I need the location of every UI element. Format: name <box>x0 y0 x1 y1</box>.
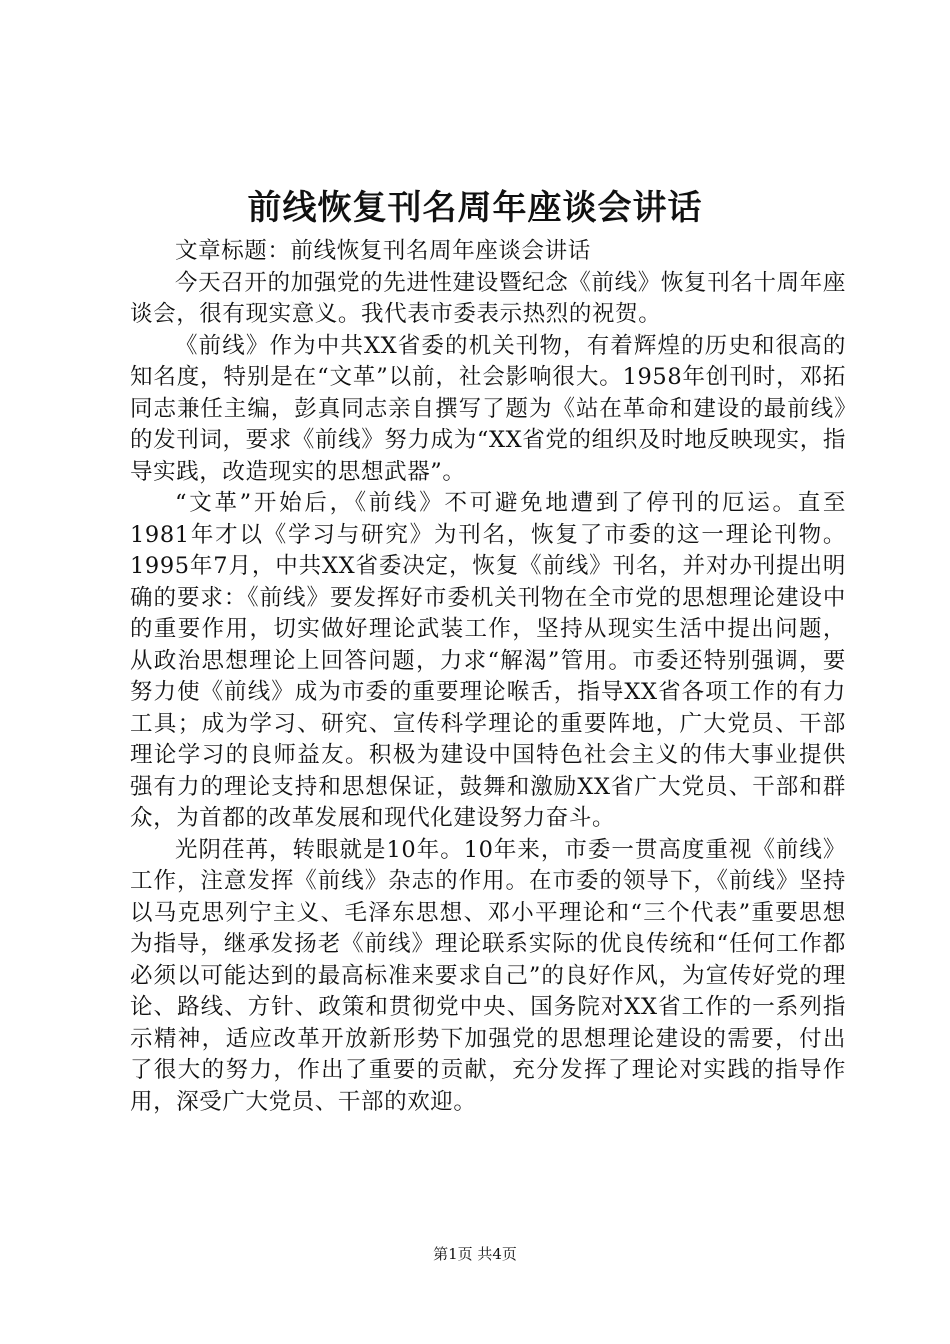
document-title: 前线恢复刊名周年座谈会讲话 <box>247 188 703 228</box>
paragraph: 《前线》作为中共XX省委的机关刊物，有着辉煌的历史和很高的知名度，特别是在“文革”以前，社会影响很大。1958年创刊时，邓拓同志兼任主编，彭真同志亲自撰写了题为《站在革命和建设的最前线》的发刊词，要求《前线》努力成为“XX省党的组织及时地反映现实，指导实践，改造现实的思想武器”。 <box>130 332 846 485</box>
document-body <box>130 236 846 1118</box>
paragraph: “文革”开始后，《前线》不可避免地遭到了停刊的厄运。直至1981年才以《学习与研究》为刊名，恢复了市委的这一理论刊物。1995年7月，中共XX省委决定，恢复《前线》刊名，并对办刊提出明确的要求：《前线》要发挥好市委机关刊物在全市党的思想理论建设中的重要作用，切实做好理论武装工作，坚持从现实生活中提出问题，从政治思想理论上回答问题，力求“解渴”管用。市委还特别强调，要努力使《前线》成为市委的重要理论喉舌，指导XX省各项工作的有力工具；成为学习、研究、宣传科学理论的重要阵地，广大党员、干部理论学习的良师益友。积极为建设中国特色社会主义的伟大事业提供强有力的理论支持和思想保证，鼓舞和激励XX省广大党员、干部和群众，为首都的改革发展和现代化建设努力奋斗。 <box>130 490 846 831</box>
paragraph: 今天召开的加强党的先进性建设暨纪念《前线》恢复刊名十周年座谈会，很有现实意义。我代表市委表示热烈的祝贺。 <box>130 269 846 327</box>
paragraph: 光阴荏苒，转眼就是10年。10年来，市委一贯高度重视《前线》工作，注意发挥《前线》杂志的作用。在市委的领导下，《前线》坚持以马克思列宁主义、毛泽东思想、邓小平理论和“三个代表”重要思想为指导，继承发扬老《前线》理论联系实际的优良传统和“任何工作都必须以可能达到的最高标准来要求自己”的良好作风，为宣传好党的理论、路线、方针、政策和贯彻党中央、国务院对XX省工作的一系列指示精神，适应改革开放新形势下加强党的思想理论建设的需要，付出了很大的努力，作出了重要的贡献，充分发挥了理论对实践的指导作用，深受广大党员、干部的欢迎。 <box>130 836 846 1115</box>
paragraph-article-title: 文章标题：前线恢复刊名周年座谈会讲话 <box>175 238 591 264</box>
page-number-footer: 第1页 共4页 <box>433 1245 517 1263</box>
